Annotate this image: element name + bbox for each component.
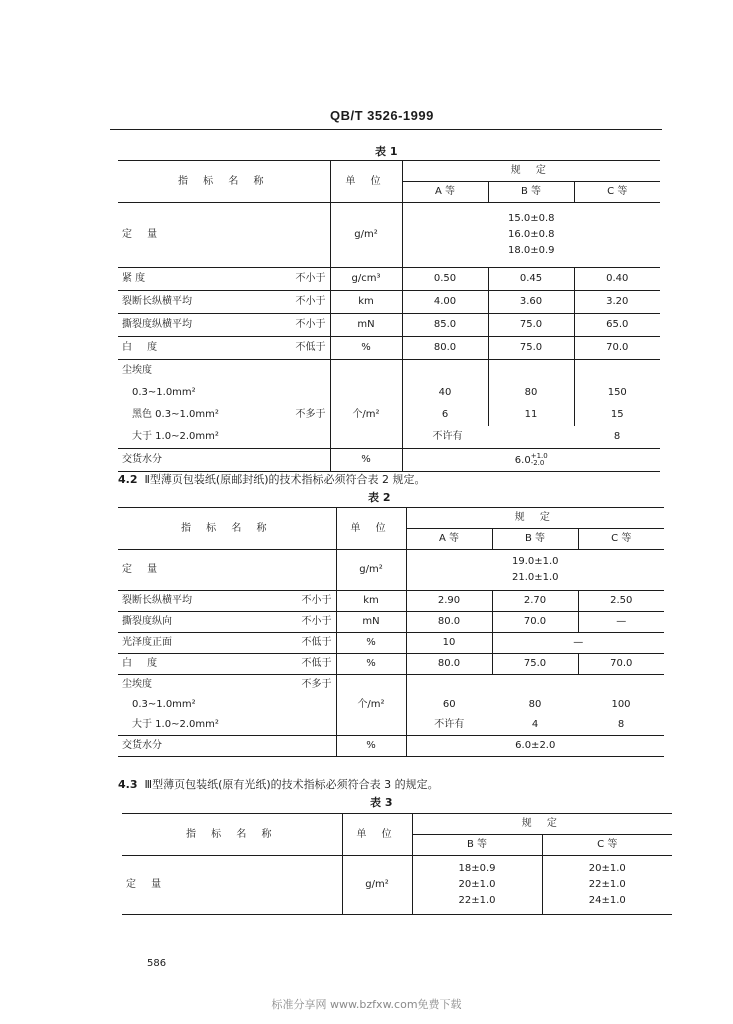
row-name: 紧 度	[122, 273, 146, 284]
table-row	[118, 291, 660, 314]
table1-grade-b: B 等	[488, 182, 574, 203]
table-row	[118, 268, 660, 291]
cell-b: 70.0	[492, 612, 578, 633]
row-qualifier: 不小于	[295, 273, 326, 284]
row-unit: g/cm³	[330, 268, 402, 291]
row-name: 裂断长纵横平均	[122, 595, 192, 606]
cell-c: 3.20	[574, 291, 660, 314]
row-name: 定 量	[126, 879, 168, 890]
row-unit: g/m²	[336, 550, 406, 591]
row-qualifier: 不低于	[301, 658, 332, 669]
row-moisture-value: 6.0±2.0	[406, 736, 664, 757]
table2-caption: 表 2	[368, 491, 391, 504]
table1-header-unit: 单 位	[330, 161, 402, 203]
page-number: 586	[147, 958, 167, 969]
cell-a: 10	[406, 633, 492, 654]
table-row	[118, 675, 664, 696]
table1	[118, 160, 660, 472]
row-name: 交货水分	[118, 736, 336, 757]
row-subname: 大于 1.0~2.0mm²	[118, 426, 330, 449]
cell-c: 2.50	[578, 591, 664, 612]
table-row	[118, 404, 660, 426]
cell-a: 0.50	[402, 268, 488, 291]
row-name: 撕裂度纵横平均	[122, 319, 192, 330]
table2-grade-a: A 等	[406, 529, 492, 550]
row-qualifier: 不小于	[295, 296, 326, 307]
watermark: 标准分享网 www.bzfxw.com免费下载	[271, 998, 462, 1011]
row-unit: mN	[336, 612, 406, 633]
table1-grade-a: A 等	[402, 182, 488, 203]
cell-c: 8	[578, 715, 664, 736]
table-row	[118, 695, 664, 715]
row-subname: 黑色 0.3~1.0mm²	[132, 409, 219, 420]
table3-header-spec: 规 定	[412, 814, 672, 835]
row-name: 尘埃度	[122, 365, 152, 376]
table-row	[118, 633, 664, 654]
table3-header-name: 指 标 名 称	[122, 814, 342, 856]
header-rule	[110, 129, 662, 130]
table3-grade-b: B 等	[412, 835, 542, 856]
row-qualifier: 不低于	[301, 637, 332, 648]
cell-b: 3.60	[488, 291, 574, 314]
row-unit: %	[336, 736, 406, 757]
cell-bc: —	[492, 633, 664, 654]
row-qualifier: 不多于	[301, 679, 332, 690]
cell-c: 65.0	[574, 314, 660, 337]
row-values: 15.0±0.8 16.0±0.8 18.0±0.9	[402, 203, 660, 268]
table-row	[118, 591, 664, 612]
table-row	[118, 203, 660, 268]
row-subname: 0.3~1.0mm²	[132, 387, 196, 398]
table3-header-unit: 单 位	[342, 814, 412, 856]
cell-c: 15	[574, 404, 660, 426]
row-unit: g/m²	[330, 203, 402, 268]
cell-b: 75.0	[492, 654, 578, 675]
row-unit: mN	[330, 314, 402, 337]
cell-a: 2.90	[406, 591, 492, 612]
row-subname: 大于 1.0~2.0mm²	[118, 715, 336, 736]
cell-a: 4.00	[402, 291, 488, 314]
cell-a: 80.0	[406, 654, 492, 675]
row-unit: 个/m²	[336, 695, 406, 715]
row-qualifier: 不小于	[295, 319, 326, 330]
cell-a: 80.0	[406, 612, 492, 633]
table1-grade-c: C 等	[574, 182, 660, 203]
cell-ab: 不许有	[402, 426, 574, 449]
row-unit: %	[330, 337, 402, 360]
cell-a: 60	[406, 695, 492, 715]
row-qualifier: 不小于	[301, 616, 332, 627]
row-unit: %	[336, 654, 406, 675]
table2	[118, 507, 664, 757]
cell-c: 8	[574, 426, 660, 449]
cell-b: 18±0.9 20±1.0 22±1.0	[412, 856, 542, 915]
row-name: 撕裂度纵向	[122, 616, 172, 627]
row-name: 白 度	[122, 658, 164, 669]
cell-c: 70.0	[578, 654, 664, 675]
row-unit: km	[330, 291, 402, 314]
row-name: 白 度	[122, 342, 164, 353]
row-unit: 个/m²	[330, 404, 402, 426]
table-row	[118, 314, 660, 337]
row-unit: g/m²	[342, 856, 412, 915]
row-unit: km	[336, 591, 406, 612]
table1-header-spec: 规 定	[402, 161, 660, 182]
table1-caption: 表 1	[375, 145, 398, 158]
table3-grade-c: C 等	[542, 835, 672, 856]
table-row	[118, 550, 664, 591]
table1-header-name: 指 标 名 称	[118, 161, 330, 203]
row-qualifier: 不低于	[295, 342, 326, 353]
cell-c: 0.40	[574, 268, 660, 291]
section-4-2: 4.2 Ⅱ型薄页包装纸(原邮封纸)的技术指标必须符合表 2 规定。	[118, 473, 426, 486]
cell-c: 100	[611, 699, 631, 710]
row-name: 定 量	[122, 564, 164, 575]
cell-b: 2.70	[492, 591, 578, 612]
cell-a: 80.0	[402, 337, 488, 360]
table-row	[118, 715, 664, 736]
cell-a: 不许有	[406, 715, 492, 736]
table-row	[118, 337, 660, 360]
row-qualifier: 不小于	[301, 595, 332, 606]
table3-caption: 表 3	[370, 796, 393, 809]
table2-header-name: 指 标 名 称	[118, 508, 336, 550]
cell-a: 6	[402, 404, 488, 426]
cell-b: 80	[488, 382, 574, 404]
standard-number: QB/T 3526-1999	[330, 108, 434, 123]
table-row	[122, 856, 672, 915]
cell-c: 20±1.0 22±1.0 24±1.0	[542, 856, 672, 915]
cell-b: 4	[492, 715, 578, 736]
cell-c: —	[578, 612, 664, 633]
table2-grade-c: C 等	[578, 529, 664, 550]
table2-grade-b: B 等	[492, 529, 578, 550]
table2-header-unit: 单 位	[336, 508, 406, 550]
row-moisture-value: 6.0 +1.0 -2.0	[402, 449, 660, 472]
row-name: 定 量	[122, 229, 164, 240]
section-4-3: 4.3 Ⅲ型薄页包装纸(原有光纸)的技术指标必须符合表 3 的规定。	[118, 778, 439, 791]
cell-b: 75.0	[488, 314, 574, 337]
table-row	[118, 612, 664, 633]
row-subname: 0.3~1.0mm²	[132, 699, 196, 710]
row-name: 裂断长纵横平均	[122, 296, 192, 307]
table2-header-spec: 规 定	[406, 508, 664, 529]
table3	[122, 813, 672, 915]
cell-b: 75.0	[488, 337, 574, 360]
row-name: 光泽度正面	[122, 637, 172, 648]
cell-a: 40	[402, 382, 488, 404]
table-row	[118, 360, 660, 383]
table-row	[118, 736, 664, 757]
row-values: 19.0±1.0 21.0±1.0	[406, 550, 664, 591]
row-name: 交货水分	[118, 449, 330, 472]
cell-a: 85.0	[402, 314, 488, 337]
cell-c: 70.0	[574, 337, 660, 360]
cell-b: 0.45	[488, 268, 574, 291]
table-row	[118, 449, 660, 472]
cell-b: 11	[488, 404, 574, 426]
table-row	[118, 382, 660, 404]
cell-b: 80	[528, 699, 542, 710]
row-unit: %	[336, 633, 406, 654]
row-qualifier: 不多于	[295, 409, 326, 420]
row-name: 尘埃度	[122, 679, 152, 690]
row-unit: %	[330, 449, 402, 472]
cell-c: 150	[574, 382, 660, 404]
table-row	[118, 426, 660, 449]
table-row	[118, 654, 664, 675]
